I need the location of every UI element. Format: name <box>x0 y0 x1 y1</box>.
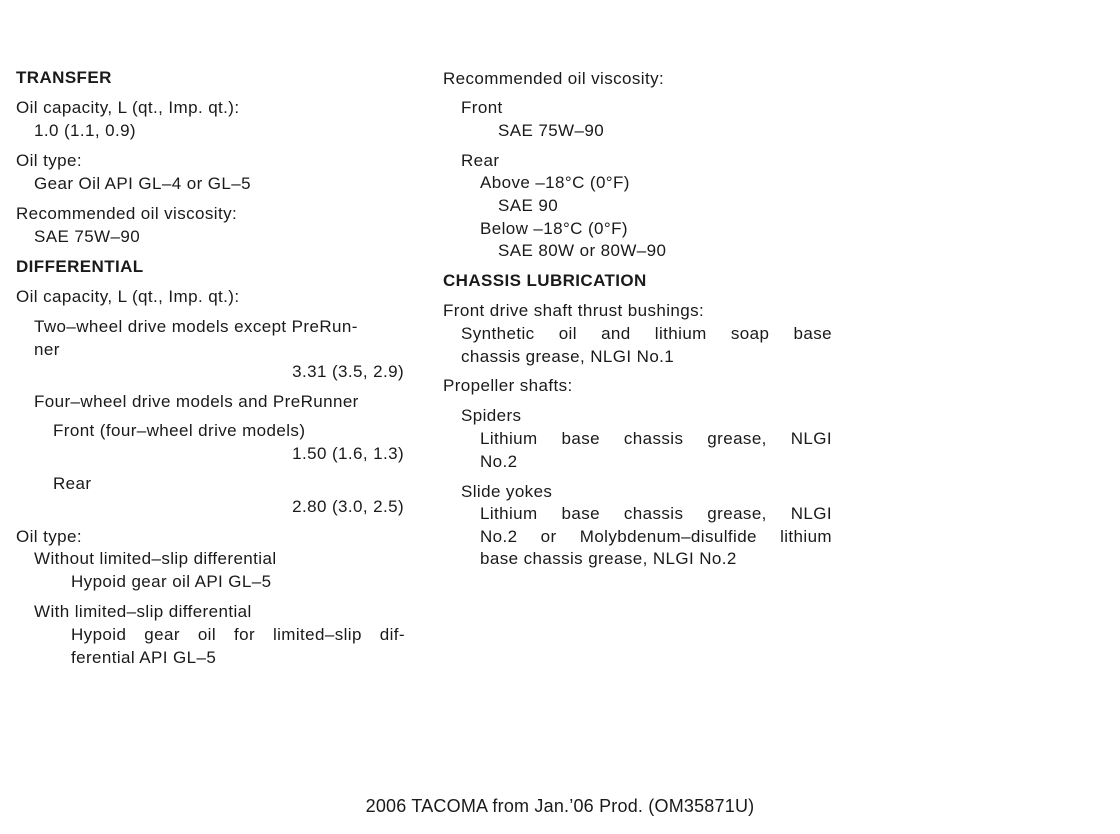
transfer-viscosity-label: Recommended oil viscosity: <box>16 204 238 223</box>
transfer-viscosity-value: SAE 75W–90 <box>34 227 141 246</box>
viscosity-label: Recommended oil viscosity: <box>443 69 665 88</box>
diff-2wd-value: 3.31 (3.5, 2.9) <box>292 362 404 381</box>
slide-value-line1: Lithium base chassis grease, NLGI <box>480 504 832 523</box>
transfer-heading: TRANSFER <box>16 68 112 87</box>
chassis-heading: CHASSIS LUBRICATION <box>443 271 647 290</box>
transfer-capacity-label: Oil capacity, L (qt., Imp. qt.): <box>16 98 240 117</box>
front-value: SAE 75W–90 <box>498 121 605 140</box>
above-value: SAE 90 <box>498 196 559 215</box>
diff-without-lsd: Without limited–slip differential <box>34 549 277 568</box>
slide-value-line3: base chassis grease, NLGI No.2 <box>480 549 737 568</box>
diff-type-label: Oil type: <box>16 527 82 546</box>
rear-label: Rear <box>461 151 500 170</box>
slide-label: Slide yokes <box>461 482 553 501</box>
transfer-type-value: Gear Oil API GL–4 or GL–5 <box>34 174 251 193</box>
diff-with-lsd-oil-line2: ferential API GL–5 <box>71 648 217 667</box>
spiders-value-line1: Lithium base chassis grease, NLGI <box>480 429 832 448</box>
diff-front-value: 1.50 (1.6, 1.3) <box>292 444 404 463</box>
diff-rear-value: 2.80 (3.0, 2.5) <box>292 497 404 516</box>
thrust-label: Front drive shaft thrust bushings: <box>443 301 705 320</box>
diff-4wd-label: Four–wheel drive models and PreRunner <box>34 392 359 411</box>
spiders-label: Spiders <box>461 406 522 425</box>
diff-2wd-label-line1: Two–wheel drive models except PreRun- <box>34 317 358 336</box>
slide-value-line2: No.2 or Molybdenum–disulfide lithium <box>480 527 832 546</box>
transfer-capacity-value: 1.0 (1.1, 0.9) <box>34 121 136 140</box>
diff-capacity-label: Oil capacity, L (qt., Imp. qt.): <box>16 287 240 306</box>
thrust-value-line1: Synthetic oil and lithium soap base <box>461 324 832 343</box>
transfer-type-label: Oil type: <box>16 151 82 170</box>
below-value: SAE 80W or 80W–90 <box>498 241 667 260</box>
diff-2wd-label-line2: ner <box>34 340 60 359</box>
spiders-value-line2: No.2 <box>480 452 518 471</box>
front-label: Front <box>461 98 503 117</box>
diff-with-lsd: With limited–slip differential <box>34 602 252 621</box>
thrust-value-line2: chassis grease, NLGI No.1 <box>461 347 675 366</box>
diff-with-lsd-oil-line1: Hypoid gear oil for limited–slip dif- <box>71 625 405 644</box>
diff-front-label: Front (four–wheel drive models) <box>53 421 306 440</box>
differential-heading: DIFFERENTIAL <box>16 257 144 276</box>
propeller-label: Propeller shafts: <box>443 376 573 395</box>
below-label: Below –18°C (0°F) <box>480 219 628 238</box>
above-label: Above –18°C (0°F) <box>480 173 630 192</box>
page-footer: 2006 TACOMA from Jan.’06 Prod. (OM35871U) <box>365 796 755 816</box>
diff-rear-label: Rear <box>53 474 92 493</box>
diff-without-lsd-oil: Hypoid gear oil API GL–5 <box>71 572 272 591</box>
